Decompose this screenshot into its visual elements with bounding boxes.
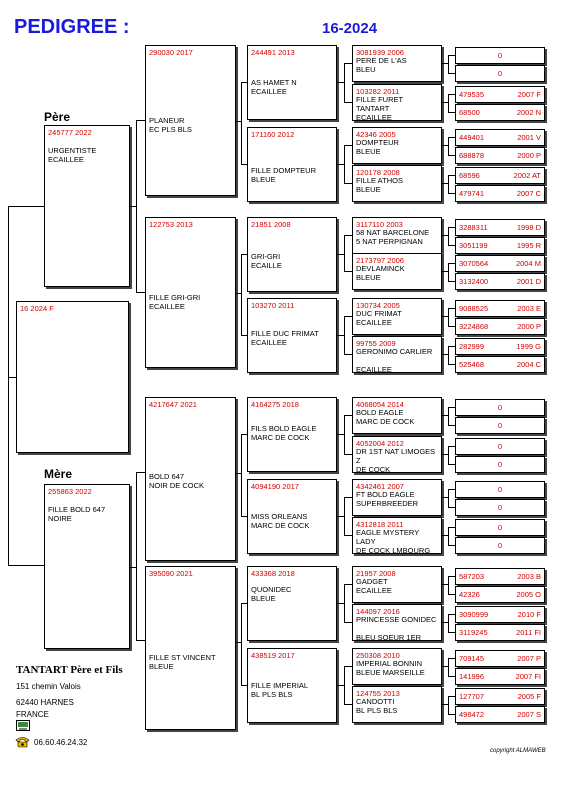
gen5-year: 0 [497,51,503,60]
gen5-box-20 [455,481,545,498]
connector-line [344,235,352,236]
gen4-box-15 [352,686,442,723]
connector-line [344,535,352,536]
gen5-ring: 3288311 [459,223,488,232]
gen4-box-6 [352,298,442,335]
connector-line [448,658,449,676]
gen3-box-6-name: QUONIDEC BLEUE [251,585,292,603]
gen3-box-1-name: FILLE DOMPTEUR BLEUE [251,166,317,184]
connector-line [344,454,352,455]
connector-line [344,145,345,183]
gen4-box-3-name: FILLE ATHOS BLEUE [356,176,403,194]
gen4-box-5-name: DEVLAMINCK BLEUE [356,264,405,282]
gen4-box-7 [352,336,442,373]
gen5-box-8 [455,219,545,236]
gen3-box-6 [247,566,337,641]
gen5-ring: 587203 [459,572,485,581]
gen2-box-0-name: PLANEUR EC PLS BLS [149,116,192,134]
gen3-box-4 [247,397,337,472]
gen3-box-6-ring: 433368 2018 [251,569,295,578]
gen5-box-30 [455,688,545,705]
connector-line [344,415,352,416]
connector-line [136,472,145,473]
gen4-box-9 [352,436,442,473]
gen3-box-0 [247,45,337,120]
connector-line [448,446,455,447]
gen5-ring: 525468 [459,360,485,369]
gen4-box-11-ring: 4312818 2011 [356,520,404,529]
gen5-box-28 [455,650,545,667]
gen5-box-27 [455,624,545,641]
connector-line [344,666,352,667]
gen3-box-7 [247,648,337,723]
gen5-year: 0 [497,523,503,532]
gen5-year: 2003 B [517,572,541,581]
gen5-ring: 68596 [459,171,480,180]
gen5-year: 2001 V [517,133,541,142]
connector-line [448,425,455,426]
connector-line [448,576,449,594]
gen3-box-3 [247,298,337,373]
gen5-ring: 709145 [459,654,485,663]
gen5-ring: 479741 [459,189,485,198]
gen5-box-9 [455,237,545,254]
connector-line [448,507,455,508]
connector-line [448,175,449,193]
father-box-name: URGENTISTE ECAILLEE [48,146,97,164]
gen5-year: 2007 S [517,710,541,719]
connector-line [448,73,455,74]
gen5-box-16 [455,399,545,416]
gen2-box-1-name: FILLE GRI-GRI ECAILLEE [149,293,201,311]
owner-city: 62440 HARNES [16,698,74,707]
connector-line [448,245,455,246]
gen5-box-12 [455,300,545,317]
gen5-year: 0 [497,460,503,469]
connector-line [344,271,352,272]
connector-line [448,175,455,176]
owner-phone: 06.60.46.24.32 [34,738,88,747]
connector-line [448,527,455,528]
gen5-box-4 [455,129,545,146]
gen3-box-3-name: FILLE DUC FRIMAT ECAILLEE [251,329,319,347]
gen4-box-11-name: EAGLE MYSTERY LADY DE COCK LMBOURG [356,528,431,555]
connector-line [448,614,449,632]
connector-line [337,254,344,255]
gen5-year: 2002 N [516,108,541,117]
connector-line [337,516,344,517]
gen5-ring: 3224868 [459,322,489,331]
gen4-box-14-ring: 250308 2010 [356,651,400,660]
gen4-box-3-ring: 120178 2008 [356,168,400,177]
gen4-box-9-name: DR 1ST NAT LIMOGES Z DE COCK [356,447,436,474]
connector-line [337,434,344,435]
connector-line [8,565,44,566]
gen5-ring: 127707 [459,692,485,701]
connector-line [448,346,449,364]
gen4-box-13 [352,604,442,641]
mother-box [44,484,130,649]
connector-line [241,603,242,685]
gen5-year: 0 [497,403,503,412]
gen5-year: 2003 E [517,304,541,313]
connector-line [448,193,455,194]
gen5-year: 0 [497,485,503,494]
gen2-box-2-name: BOLD 647 NOIR DE COCK [149,472,205,490]
gen5-box-25 [455,586,545,603]
gen3-box-2 [247,217,337,292]
connector-line [8,206,44,207]
gen3-box-1 [247,127,337,202]
connector-line [448,576,455,577]
connector-line [241,434,247,435]
gen4-box-12-ring: 21957 2008 [356,569,396,578]
gen4-box-9-ring: 4052004 2012 [356,439,404,448]
owner-street: 151 chemin Valois [16,682,81,691]
connector-line [241,254,242,335]
gen5-year: 0 [497,442,503,451]
connector-line [344,183,352,184]
connector-line [448,407,449,425]
phone-icon [15,736,30,748]
connector-line [448,326,455,327]
connector-line [344,622,352,623]
connector-line [241,516,247,517]
gen5-box-29 [455,668,545,685]
gen4-box-4 [352,217,442,254]
gen5-year: 2004 M [515,259,541,268]
connector-line [448,308,449,326]
gen2-box-0 [145,45,236,196]
gen5-ring: 68500 [459,108,480,117]
gen4-box-2-ring: 42346 2005 [356,130,396,139]
gen3-box-7-ring: 438519 2017 [251,651,295,660]
gen4-box-6-name: DUC FRIMAT ECAILLEE [356,309,402,327]
gen4-box-15-ring: 124755 2013 [356,689,400,698]
gen5-box-13 [455,318,545,335]
connector-line [448,94,455,95]
owner-country: FRANCE [16,710,49,719]
gen4-box-2 [352,127,442,164]
connector-line [448,614,455,615]
gen2-box-3 [145,566,236,730]
gen4-box-14 [352,648,442,685]
connector-line [448,489,455,490]
connector-line [448,464,455,465]
father-label: Père [44,110,71,124]
gen5-box-26 [455,606,545,623]
connector-line [8,377,16,378]
gen5-year: 0 [497,503,503,512]
connector-line [448,346,455,347]
gen4-box-10-name: FT BOLD EAGLE SUPERBREEDER [356,490,419,508]
gen4-box-11 [352,517,442,554]
connector-line [448,594,455,595]
gen5-year: 2005 O [516,590,541,599]
connector-line [448,227,455,228]
page-title: PEDIGREE : [14,16,130,38]
connector-line [337,335,344,336]
connector-line [136,120,137,292]
gen5-box-0 [455,47,545,64]
connector-line [448,658,455,659]
gen3-box-5-ring: 4094190 2017 [251,482,299,491]
gen5-box-2 [455,86,545,103]
gen4-box-7-ring: 99755 2009 [356,339,396,348]
gen4-box-13-name: PRINCESSE GONIDEC BLEU SOEUR 1ER [356,615,437,642]
connector-line [344,316,345,354]
gen3-box-2-ring: 21851 2008 [251,220,291,229]
gen4-box-5 [352,253,442,290]
connector-line [344,666,345,704]
connector-line [241,82,247,83]
connector-line [337,82,344,83]
connector-line [337,603,344,604]
gen5-year: 2004 C [516,360,541,369]
connector-line [448,632,455,633]
gen3-box-3-ring: 103270 2011 [251,301,295,310]
gen5-box-10 [455,255,545,272]
gen5-box-6 [455,167,545,184]
gen3-box-5-name: MISS ORLEANS MARC DE COCK [251,512,310,530]
gen3-box-2-name: GRI-GRI ECAILLE [251,252,282,270]
gen5-year: 1995 R [516,241,541,250]
connector-line [241,603,247,604]
gen5-box-19 [455,456,545,473]
gen4-box-13-ring: 144097 2016 [356,607,400,616]
connector-line [448,446,449,464]
gen5-ring: 3119245 [459,628,488,637]
connector-line [344,497,352,498]
gen5-box-18 [455,438,545,455]
gen4-box-14-name: IMPERIAL BONNIN BLEUE MARSEILLE [356,659,425,677]
gen5-box-17 [455,417,545,434]
gen4-box-1 [352,84,442,121]
gen5-box-15 [455,356,545,373]
gen2-box-1 [145,217,236,368]
gen5-box-5 [455,147,545,164]
connector-line [448,55,455,56]
connector-line [344,584,352,585]
gen5-year: 0 [497,541,503,550]
connector-line [136,472,137,640]
connector-line [344,63,352,64]
gen4-box-3 [352,165,442,202]
gen5-year: 2007 F [517,90,541,99]
gen5-ring: 449401 [459,133,485,142]
connector-line [448,364,455,365]
connector-line [136,640,145,641]
gen5-year: 2000 P [517,322,541,331]
gen4-box-12 [352,566,442,603]
connector-line [241,335,247,336]
gen4-box-0-ring: 3081939 2006 [356,48,404,57]
gen4-box-8-ring: 4068054 2014 [356,400,404,409]
connector-line [448,112,455,113]
gen5-year: 2007 P [517,654,541,663]
gen4-box-4-ring: 3117110 2003 [356,220,403,229]
father-box-ring: 245777 2022 [48,128,92,137]
gen5-box-3 [455,104,545,121]
gen4-box-10 [352,479,442,516]
connector-line [448,676,455,677]
email-icon [16,720,30,731]
gen4-box-7-name: GERONIMO CARLIER ECAILLEE [356,347,433,374]
connector-line [8,206,9,565]
gen5-box-22 [455,519,545,536]
gen5-box-11 [455,273,545,290]
gen5-ring: 282999 [459,342,485,351]
gen5-ring: 42326 [459,590,480,599]
gen4-box-0 [352,45,442,82]
gen5-year: 2002 AT [513,171,541,180]
connector-line [448,137,455,138]
gen5-ring: 688878 [459,151,485,160]
gen5-ring: 3070564 [459,259,489,268]
gen4-box-10-ring: 4342461 2007 [356,482,404,491]
gen5-year: 2000 P [517,151,541,160]
connector-line [344,497,345,535]
gen5-year: 2001 D [516,277,541,286]
mother-box-name: FILLE BOLD 647 NOIRE [48,505,106,523]
gen4-box-1-ring: 103282 2011 [356,87,400,96]
gen5-year: 2007 C [516,189,541,198]
gen5-box-31 [455,706,545,723]
connector-line [136,120,145,121]
gen5-box-24 [455,568,545,585]
copyright: copyright ALMAWEB [490,748,546,754]
connector-line [344,235,345,271]
connector-line [344,415,345,454]
connector-line [344,354,352,355]
gen4-box-15-name: CANDOTTI BL PLS BLS [356,697,398,715]
gen2-box-2-ring: 4217647 2021 [149,400,197,409]
connector-line [448,527,449,545]
owner-name: TANTART Père et Fils [16,664,123,676]
connector-line [448,137,449,155]
connector-line [241,82,242,164]
connector-line [344,584,345,622]
connector-line [448,263,449,281]
gen5-year: 2010 F [517,610,541,619]
connector-line [448,55,449,73]
gen5-year: 2005 F [517,692,541,701]
connector-line [344,63,345,102]
gen2-box-0-ring: 290030 2017 [149,48,193,57]
connector-line [241,254,247,255]
gen4-box-1-name: FILLE FURET TANTART ECAILLEE [356,95,404,122]
gen5-box-21 [455,499,545,516]
gen5-ring: 498472 [459,710,485,719]
father-box [44,125,130,287]
gen5-ring: 141996 [459,672,485,681]
gen5-year: 1999 G [516,342,541,351]
gen4-box-5-ring: 2173797 2006 [356,256,404,265]
subject-box [16,301,129,453]
gen4-box-0-name: PERE DE L'AS BLEU [356,56,407,74]
connector-line [448,155,455,156]
connector-line [448,714,455,715]
gen3-box-0-ring: 244491 2013 [251,48,295,57]
gen4-box-6-ring: 130734 2005 [356,301,400,310]
gen4-box-12-name: GADGET ECAILLEE [356,577,392,595]
gen5-year: 0 [497,69,503,78]
connector-line [337,164,344,165]
connector-line [448,489,449,507]
connector-line [337,685,344,686]
gen5-box-7 [455,185,545,202]
gen2-box-2 [145,397,236,561]
mother-label: Mère [44,467,73,481]
gen2-box-1-ring: 122753 2013 [149,220,193,229]
gen5-ring: 3090999 [459,610,489,619]
connector-line [136,292,145,293]
mother-box-ring: 255863 2022 [48,487,92,496]
gen3-box-4-name: FILS BOLD EAGLE MARC DE COCK [251,424,317,442]
pedigree-code: 16-2024 [322,20,378,37]
gen4-box-2-name: DOMPTEUR BLEUE [356,138,399,156]
gen5-ring: 3132400 [459,277,489,286]
gen3-box-0-name: AS HAMET N ECAILLEE [251,78,297,96]
connector-line [448,696,455,697]
gen5-year: 1998 D [516,223,541,232]
gen4-box-8 [352,397,442,434]
gen2-box-3-name: FILLE ST VINCENT BLEUE [149,653,216,671]
gen3-box-7-name: FILLE IMPERIAL BL PLS BLS [251,681,309,699]
connector-line [241,164,247,165]
connector-line [448,94,449,112]
connector-line [448,281,455,282]
gen3-box-1-ring: 171160 2012 [251,130,295,139]
gen2-box-3-ring: 395090 2021 [149,569,193,578]
connector-line [448,696,449,714]
connector-line [448,407,455,408]
gen4-box-8-name: BOLD EAGLE MARC DE COCK [356,408,415,426]
gen4-box-4-name: 58 NAT BARCELONE 5 NAT PERPIGNAN [356,228,430,246]
gen5-ring: 479535 [459,90,485,99]
gen3-box-5 [247,479,337,554]
gen5-box-1 [455,65,545,82]
gen3-box-4-ring: 4164275 2018 [251,400,299,409]
connector-line [448,545,455,546]
connector-line [344,145,352,146]
connector-line [344,704,352,705]
connector-line [448,308,455,309]
connector-line [448,227,449,245]
gen5-box-14 [455,338,545,355]
connector-line [344,102,352,103]
gen5-year: 2007 FI [515,672,541,681]
gen5-year: 0 [497,421,503,430]
connector-line [344,316,352,317]
gen5-year: 2011 FI [516,628,541,637]
connector-line [241,434,242,516]
gen5-ring: 3051199 [459,241,488,250]
gen5-ring: 9088525 [459,304,489,313]
connector-line [448,263,455,264]
gen5-box-23 [455,537,545,554]
connector-line [241,685,247,686]
subject-box-ring: 16 2024 F [20,304,54,313]
